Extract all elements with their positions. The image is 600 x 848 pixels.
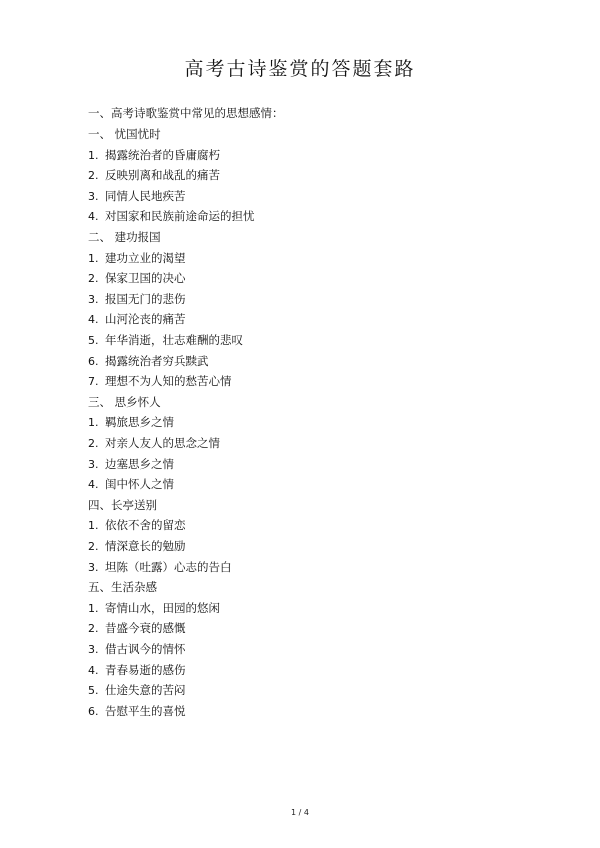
list-item-text: 山河沦丧的痛苦 xyxy=(105,312,186,327)
list-item xyxy=(88,474,558,495)
list-item-number: 5. xyxy=(88,684,99,698)
list-item-text: 报国无门的悲伤 xyxy=(105,291,186,306)
list-item-number: 1. xyxy=(88,148,99,162)
list-item-text: 坦陈（吐露）心志的告白 xyxy=(105,559,232,574)
list-item-text: 揭露统治者的昏庸腐朽 xyxy=(105,147,220,162)
list-item-number: 2. xyxy=(88,622,99,636)
list-item xyxy=(88,701,558,722)
list-item xyxy=(88,165,558,186)
list-item-text: 对国家和民族前途命运的担忧 xyxy=(105,209,255,224)
list-item xyxy=(88,680,558,701)
list-item-text: 边塞思乡之情 xyxy=(105,456,174,471)
document-body xyxy=(88,103,558,721)
list-item-number: 7. xyxy=(88,375,99,389)
list-item xyxy=(88,351,558,372)
list-item-text: 仕途失意的苦闷 xyxy=(105,683,186,698)
intro-heading: 一、高考诗歌鉴赏中常见的思想感情： xyxy=(88,106,284,120)
list-item-text: 保家卫国的决心 xyxy=(105,271,186,286)
list-item-number: 6. xyxy=(88,354,99,368)
list-item-number: 3. xyxy=(88,457,99,471)
sections-list xyxy=(88,124,558,721)
list-item xyxy=(88,660,558,681)
list-item-text: 建功立业的渴望 xyxy=(105,250,186,265)
list-item xyxy=(88,186,558,207)
list-item xyxy=(88,330,558,351)
list-item-text: 寄情山水，田园的悠闲 xyxy=(105,600,220,615)
list-item-number: 5. xyxy=(88,334,99,348)
list-item xyxy=(88,289,558,310)
list-item-text: 同情人民地疾苦 xyxy=(105,188,186,203)
list-item-text: 闺中怀人之情 xyxy=(105,477,174,492)
list-item xyxy=(88,557,558,578)
list-item-text: 反映别离和战乱的痛苦 xyxy=(105,168,220,183)
list-item-number: 3. xyxy=(88,189,99,203)
list-item-text: 借古讽今的情怀 xyxy=(105,641,186,656)
list-item-number: 3. xyxy=(88,292,99,306)
page-title: 高考古诗鉴赏的答题套路 xyxy=(184,58,416,80)
list-item xyxy=(88,598,558,619)
list-item-number: 1. xyxy=(88,416,99,430)
list-item-text: 告慰平生的喜悦 xyxy=(105,703,186,718)
section-heading: 五、生活杂感 xyxy=(88,580,157,595)
list-item-number: 3. xyxy=(88,642,99,656)
list-item xyxy=(88,412,558,433)
list-item xyxy=(88,515,558,536)
list-item-text: 羁旅思乡之情 xyxy=(105,415,174,430)
list-item-text: 昔盛今衰的感慨 xyxy=(105,621,186,636)
list-item-number: 4. xyxy=(88,210,99,224)
list-item-number: 3. xyxy=(88,560,99,574)
list-item xyxy=(88,454,558,475)
list-item-text: 青春易逝的感伤 xyxy=(105,662,186,677)
list-item xyxy=(88,145,558,166)
list-item-number: 4. xyxy=(88,478,99,492)
list-item-number: 2. xyxy=(88,539,99,553)
list-item xyxy=(88,618,558,639)
list-item-number: 2. xyxy=(88,169,99,183)
section-heading: 一、 忧国忧时 xyxy=(88,127,161,142)
list-item-number: 4. xyxy=(88,663,99,677)
list-item-number: 6. xyxy=(88,704,99,718)
list-item-number: 2. xyxy=(88,437,99,450)
list-item xyxy=(88,206,558,227)
list-item-number: 2. xyxy=(88,272,99,286)
list-item-text: 对亲人友人的思念之情 xyxy=(105,436,220,450)
section-heading: 四、长亭送别 xyxy=(88,497,157,512)
list-item xyxy=(88,309,558,330)
list-item-number: 4. xyxy=(88,313,99,327)
section-heading: 二、 建功报国 xyxy=(88,230,161,245)
list-item-text: 年华消逝，壮志难酬的悲叹 xyxy=(105,333,243,348)
list-item xyxy=(88,639,558,660)
list-item xyxy=(88,433,558,454)
list-item-text: 揭露统治者穷兵黩武 xyxy=(105,353,209,368)
list-item xyxy=(88,371,558,392)
list-item-text: 依依不舍的留恋 xyxy=(105,518,186,533)
list-item-number: 1. xyxy=(88,251,99,265)
list-item xyxy=(88,536,558,557)
list-item-text: 理想不为人知的愁苦心情 xyxy=(105,374,232,389)
list-item-text: 情深意长的勉励 xyxy=(105,538,186,553)
list-item xyxy=(88,268,558,289)
section-heading: 三、 思乡怀人 xyxy=(88,394,161,409)
list-item-number: 1. xyxy=(88,519,99,533)
list-item xyxy=(88,248,558,269)
page-number: 1 / 4 xyxy=(291,808,309,817)
list-item-number: 1. xyxy=(88,601,99,615)
